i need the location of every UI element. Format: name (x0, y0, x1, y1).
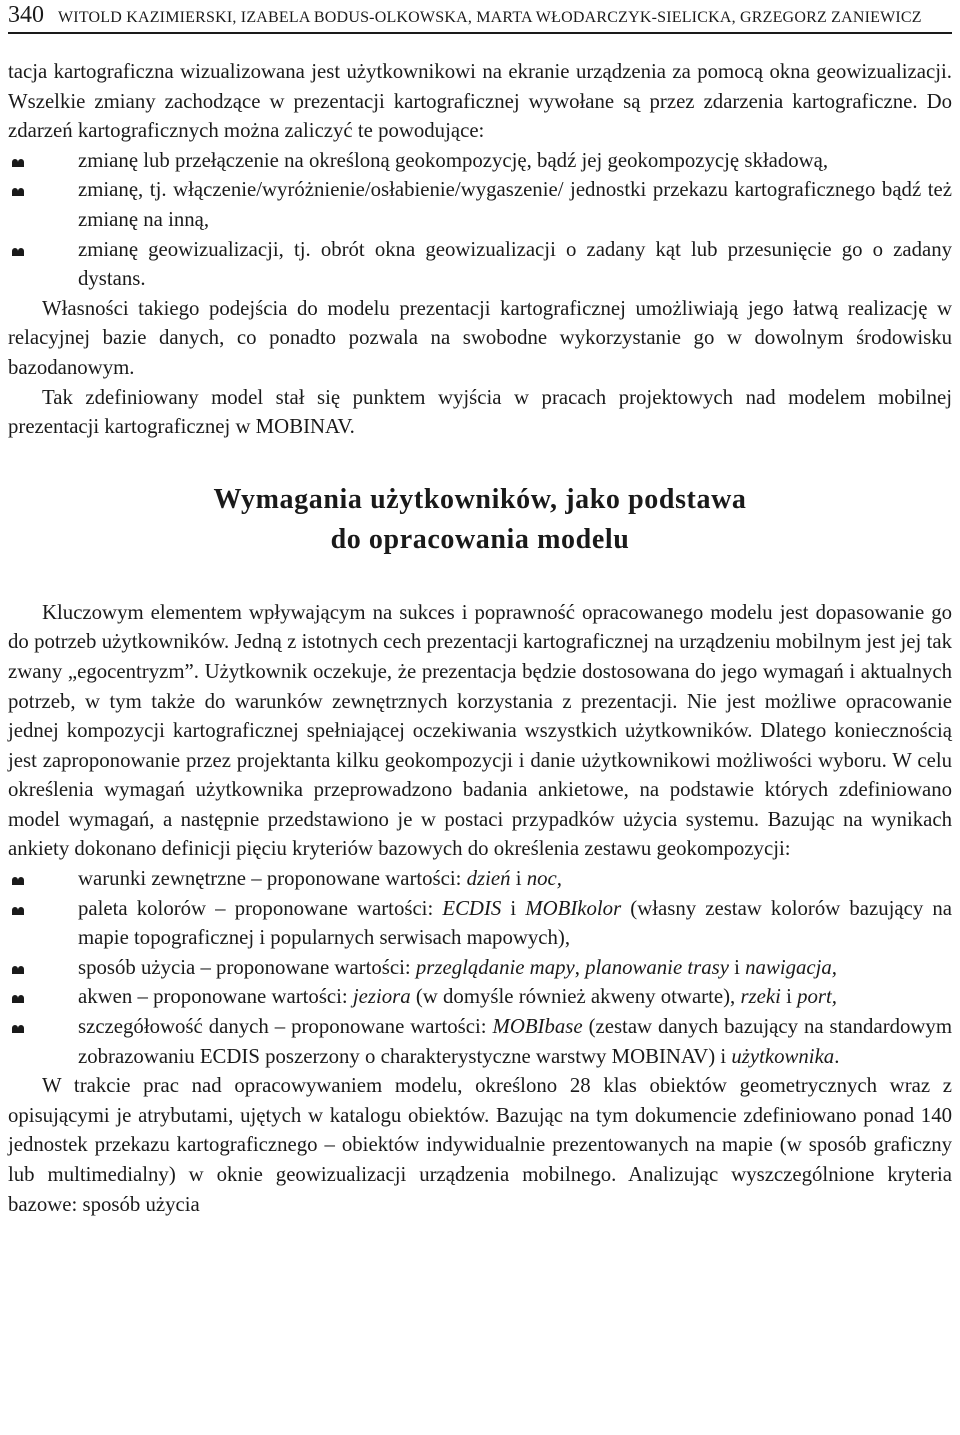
running-head (8, 0, 952, 30)
list-item (8, 175, 952, 234)
criterion-value: planowanie trasy (585, 955, 729, 979)
paragraph-3: Tak zdefiniowany model stał się punktem wyjścia w pracach projektowych nad modelem mobilnej prezentacji kartograficznej w MOBINAV. (8, 385, 952, 439)
criterion-value: dzień (466, 867, 511, 891)
criterion-text: . (834, 1044, 840, 1068)
list-item (8, 146, 952, 176)
criterion-text: i (780, 985, 798, 1009)
bullet-icon (12, 186, 24, 196)
criterion-text: (zestaw danych bazujący na standardowym zobrazowaniu ECDIS poszerzony o charakterystyczne warstwy MOBINAV) i (78, 1015, 953, 1068)
list-item-text: zmianę geowizualizacji, tj. obrót okna geowizualizacji o zadany kąt lub przesunięcie go o zadany dystans. (78, 237, 952, 291)
bullet-icon (12, 964, 24, 974)
criterion-text: i (728, 955, 746, 979)
criterion-value: jeziora (352, 985, 411, 1009)
paragraph-5: W trakcie prac nad opracowywaniem modelu, określono 28 klas obiektów geometrycznych wraz z opisującymi je atrybutami, ujętych w katalogu obiektów. Bazując na tym dokumencie zdefiniowano ponad 140 jednostek przekazu kartograficznego – obiektów indywidualnie prezentowanych na mapie (w sposób graficzny lub multimedialny) w oknie geowizualizacji urządzenia mobilnego. Analizując wyszczególnione kryteria bazowe: sposób użycia (8, 1074, 952, 1216)
header-rule (8, 32, 952, 34)
page-number: 340 (8, 2, 44, 28)
section-heading (8, 480, 952, 560)
criterion-value: użytkownika (731, 1044, 835, 1068)
criterion-text: sposób użycia – proponowane wartości: (78, 955, 416, 979)
list-item-text: zmianę, tj. włączenie/wyróżnienie/osłabienie/wygaszenie/ jednostki przekazu kartograficznego bądź też zmianę na inną, (78, 178, 952, 231)
criterion-text: i (510, 867, 527, 891)
criterion-text: (w domyśle również akweny otwarte), (410, 985, 741, 1009)
criterion-value: port, (797, 985, 837, 1009)
criterion-value: noc, (526, 867, 562, 891)
criterion-value: ECDIS (442, 896, 502, 920)
criterion-text: i (501, 896, 526, 920)
criterion-text: (własny zestaw kolorów bazujący na mapie topograficznej i popularnych serwisach mapowych), (78, 896, 952, 950)
section-heading-line-1: Wymagania użytkowników, jako podstawa (213, 483, 747, 515)
paragraph-2: Własności takiego podejścia do modelu prezentacji kartograficznej umożliwiają jego łatwą realizację w relacyjnej bazie danych, co ponadto pozwala na swobodne wykorzystanie go w dowolnym środowisku bazodanowym. (8, 296, 952, 379)
list-item (8, 235, 952, 294)
body-text (8, 57, 952, 1219)
list-item (8, 864, 952, 894)
paragraph-1: tacja kartograficzna wizualizowana jest użytkownikowi na ekranie urządzenia za pomocą okna geowizualizacji. Wszelkie zmiany zachodzące w prezentacji kartograficznej wywołane są przez zdarzenia kartograficzne. Do zdarzeń kartograficznych można zaliczyć te powodujące: (8, 60, 952, 143)
bullet-icon (12, 1023, 24, 1033)
bullet-icon (12, 246, 24, 256)
criterion-text: paleta kolorów – proponowane wartości: (78, 896, 443, 920)
criterion-value: MOBIkolor (525, 896, 622, 920)
paragraph-4: Kluczowym elementem wpływającym na sukces i poprawność opracowanego modelu jest dopasowanie go do potrzeb użytkowników. Jedną z istotnych cech prezentacji kartograficznej na urządzeniu mobilnym jest jej tak zwany „egocentryzm”. Użytkownik oczekuje, że prezentacja będzie dostosowana do jego wymagań i aktualnych potrzeb, w tym także do warunków zewnętrznych korzystania z prezentacji. Nie jest możliwe opracowanie jednej kompozycji kartograficznej spełniającej oczekiwania wszystkich użytkowników. Dlatego koniecznością jest zaproponowanie przez projektanta kilku geokompozycji i danie użytkownikowi możliwości wyboru. W celu określenia wymagań użytkownika przeprowadzono badania ankietowe, na podstawie których zdefiniowano model wymagań, a następnie przedstawiono je w postaci przypadków użycia systemu. Bazując na wynikach ankiety dokonano definicji pięciu kryteriów bazowych do określenia zestawu geokompozycji: (8, 600, 952, 861)
criterion-text: , (574, 955, 586, 979)
bullet-icon (12, 157, 24, 167)
list-item (8, 982, 952, 1012)
bullet-icon (12, 905, 24, 915)
list-item (8, 894, 952, 953)
criterion-value: nawigacja, (745, 955, 838, 979)
criterion-value: rzeki (740, 985, 781, 1009)
criterion-value: MOBIbase (492, 1015, 583, 1039)
criterion-text: warunki zewnętrzne – proponowane wartości: (78, 867, 467, 891)
criterion-text: akwen – proponowane wartości: (78, 985, 353, 1009)
criterion-value: przeglądanie mapy (415, 955, 575, 979)
criterion-text: szczegółowość danych – proponowane wartości: (78, 1015, 493, 1039)
list-item-text: zmianę lub przełączenie na określoną geokompozycję, bądź jej geokompozycję składową, (78, 148, 829, 172)
events-list (8, 146, 952, 294)
bullet-icon (12, 875, 24, 885)
list-item (8, 1012, 952, 1071)
bullet-icon (12, 993, 24, 1003)
section-heading-line-2: do opracowania modelu (330, 523, 630, 555)
list-item (8, 953, 952, 983)
criteria-list (8, 864, 952, 1071)
running-head-authors: WITOLD KAZIMIERSKI, IZABELA BODUS-OLKOWSKA, MARTA WŁODARCZYK-SIELICKA, GRZEGORZ ZANIEWICZ (58, 9, 922, 26)
